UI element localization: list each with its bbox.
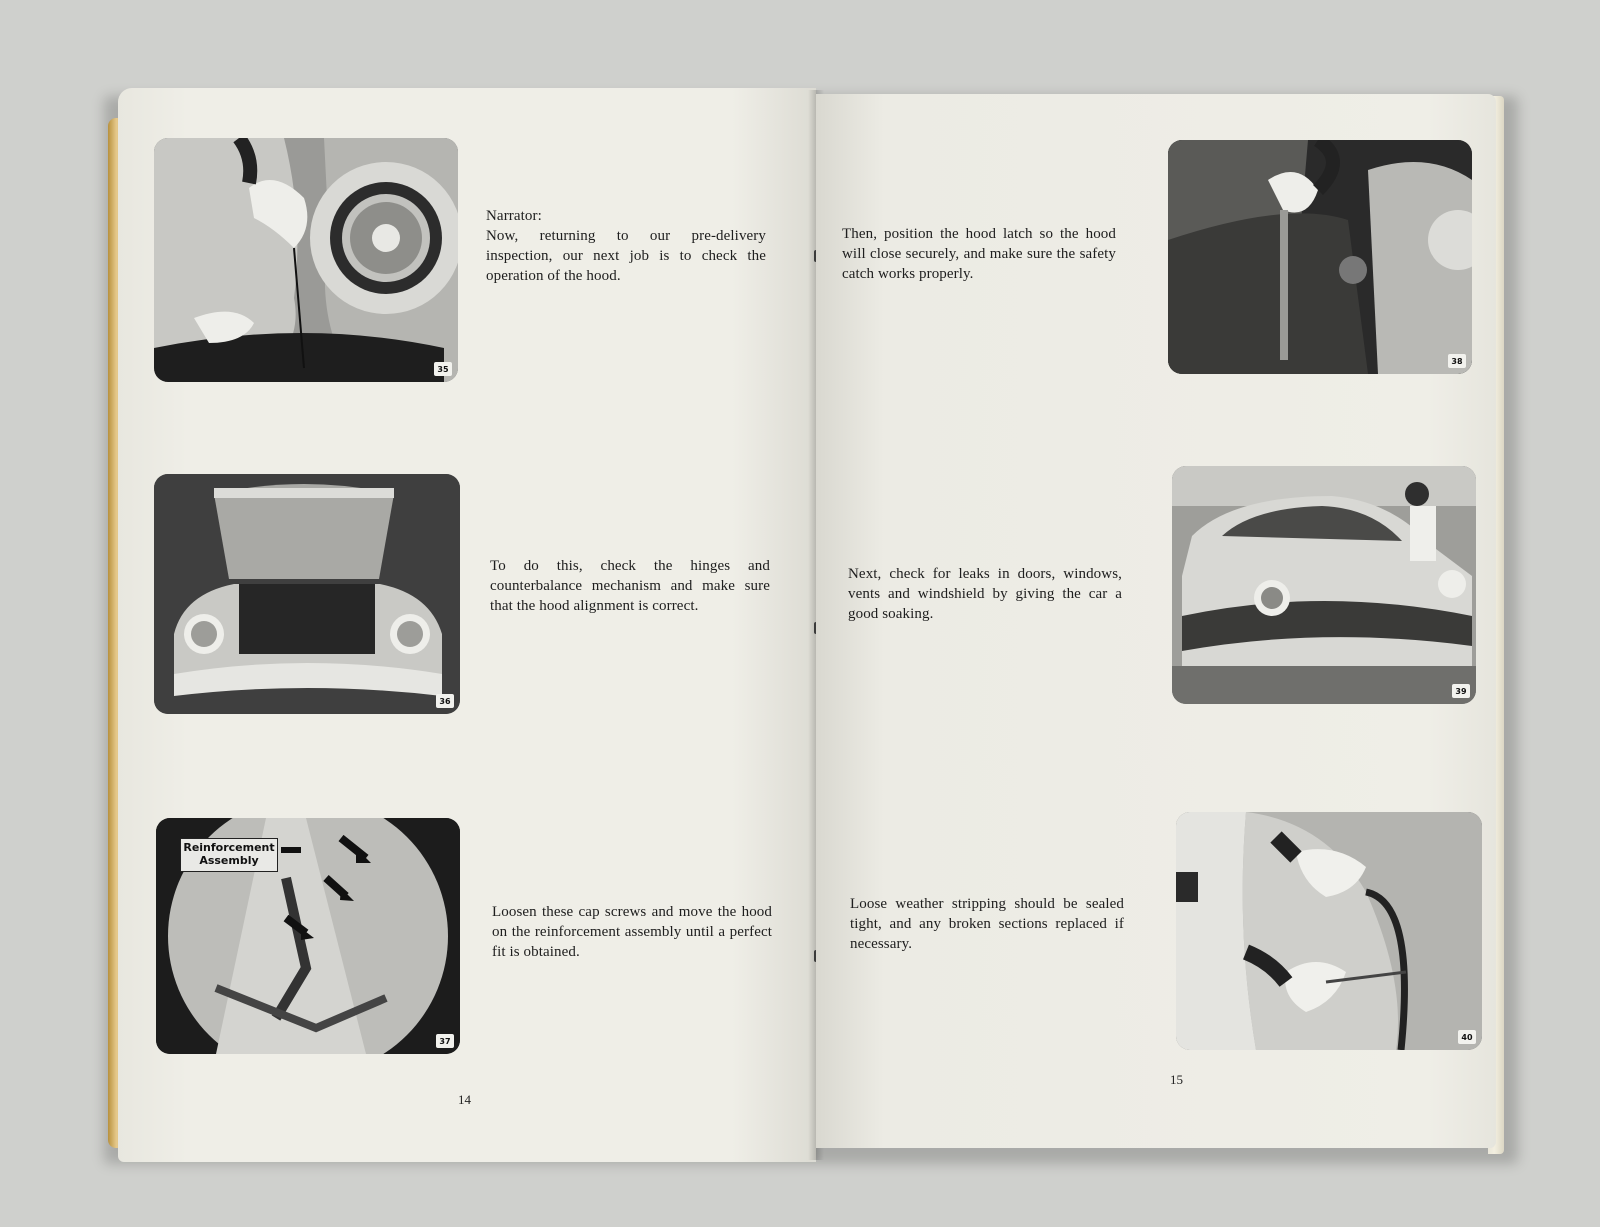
weather-stripping-caption: [850, 894, 1124, 954]
hood-latch-illustration: [1168, 140, 1472, 374]
narrator-caption: [486, 206, 766, 286]
right-page: [816, 94, 1496, 1148]
page-number: 15: [1170, 1072, 1183, 1087]
caption-text: Loose weather stripping should be sealed tight, and any broken sections replaced if necessary.: [850, 896, 1124, 952]
car-washing-illustration: [1172, 466, 1476, 704]
figure-number: 39: [1452, 684, 1470, 698]
hood-latch-caption: [842, 224, 1116, 284]
cap-screws-caption: [492, 902, 772, 962]
left-page: [118, 88, 816, 1162]
headlight-fender-illustration: [154, 138, 458, 382]
figure-39-photo: [1172, 466, 1476, 704]
page-number: 14: [458, 1092, 471, 1107]
figure-36-photo: [154, 474, 460, 714]
caption-text: To do this, check the hinges and counterbalance mechanism and make sure that the hood alignment is correct.: [490, 558, 770, 614]
figure-37-photo: [156, 818, 460, 1054]
figure-40-photo: [1176, 812, 1482, 1050]
open-hood-car-illustration: [154, 474, 460, 714]
caption-text: Now, returning to our pre-delivery inspection, our next job is to check the operation of the hood.: [486, 228, 766, 284]
figure-number: 40: [1458, 1030, 1476, 1044]
speaker-label: Narrator:: [486, 208, 542, 224]
hinges-caption: [490, 556, 770, 616]
caption-text: Next, check for leaks in doors, windows, vents and windshield by giving the car a good soaking.: [848, 566, 1122, 622]
weather-stripping-illustration: [1176, 812, 1482, 1050]
caption-text: Then, position the hood latch so the hood will close securely, and make sure the safety catch works properly.: [842, 226, 1116, 282]
figure-number: 35: [434, 362, 452, 376]
figure-number: 36: [436, 694, 454, 708]
figure-38-photo: [1168, 140, 1472, 374]
leaks-caption: [848, 564, 1122, 624]
figure-number: 38: [1448, 354, 1466, 368]
reinforcement-assembly-label: Reinforcement Assembly: [180, 838, 278, 872]
figure-number: 37: [436, 1034, 454, 1048]
caption-text: Loosen these cap screws and move the hood on the reinforcement assembly until a perfect fit is obtained.: [492, 904, 772, 960]
figure-35-photo: [154, 138, 458, 382]
